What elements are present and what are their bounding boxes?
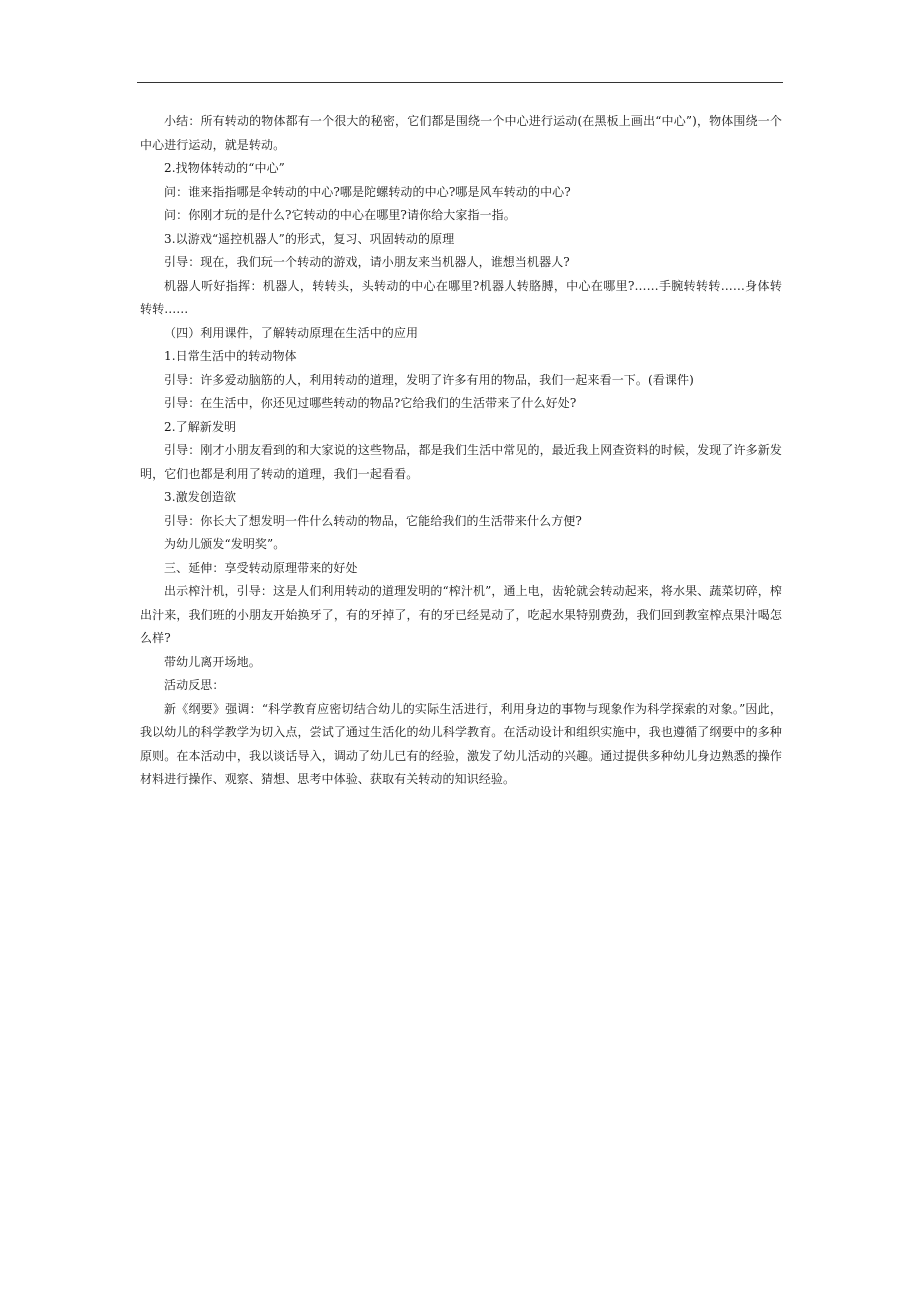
heading-creativity: 3.激发创造欲	[164, 490, 237, 504]
heading-section-four: （四）利用课件，了解转动原理在生活中的应用	[164, 325, 419, 340]
paragraph-leave: 带幼儿离开场地。	[164, 654, 261, 669]
paragraph-juicer: 出示榨汁机，引导：这是人们利用转动的道理发明的“榨汁机”，通上电，齿轮就会转动起来，将水果、蔬菜切碎，榨出汁来，我们班的小朋友开始换牙了，有的牙掉了，有的牙已经晃动了，吃起水果特别费劲，我们回到教室榨点果汁喝怎么样?	[140, 584, 782, 645]
paragraph-guide-invent: 引导：你长大了想发明一件什么转动的物品，它能给我们的生活带来什么方便?	[164, 513, 582, 528]
heading-robot-game: 3.以游戏“遥控机器人”的形式，复习、巩固转动的原理	[164, 231, 455, 246]
heading-extension: 三、延伸：享受转动原理带来的好处	[164, 560, 358, 575]
paragraph-question-2: 问：你刚才玩的是什么?它转动的中心在哪里?请你给大家指一指。	[164, 208, 516, 222]
document-body	[140, 110, 782, 792]
paragraph-award: 为幼儿颁发“发明奖”。	[164, 537, 286, 551]
paragraph-guide-inventions: 引导：刚才小朋友看到的和大家说的这些物品，都是我们生活中常见的，最近我上网查资料的时候，发现了许多新发明，它们也都是利用了转动的道理，我们一起看看。	[140, 443, 782, 481]
paragraph-guide-robot: 引导：现在，我们玩一个转动的游戏，请小朋友来当机器人，谁想当机器人?	[164, 255, 570, 269]
heading-find-center: 2.找物体转动的“中心”	[164, 161, 285, 175]
paragraph-summary: 小结：所有转动的物体都有一个很大的秘密，它们都是围绕一个中心进行运动(在黑板上画出“中心”)，物体围绕一个中心进行运动，就是转动。	[140, 114, 782, 152]
paragraph-guide-life: 引导：在生活中，你还见过哪些转动的物品?它给我们的生活带来了什么好处?	[164, 396, 577, 410]
paragraph-robot-commands: 机器人听好指挥：机器人，转转头，头转动的中心在哪里?机器人转胳膊，中心在哪里?……手腕转转转……身体转转转……	[140, 278, 782, 316]
paragraph-reflection: 新《纲要》强调：“科学教育应密切结合幼儿的实际生活进行，利用身边的事物与现象作为科学探索的对象。”因此，我以幼儿的科学教学为切入点，尝试了通过生活化的幼儿科学教育。在活动设计和组织实施中，我也遵循了纲要中的多种原则。在本活动中，我以谈话导入，调动了幼儿已有的经验，激发了幼儿活动的兴趣。通过提供多种幼儿身边熟悉的操作材料进行操作、观察、猜想、思考中体验、获取有关转动的知识经验。	[140, 701, 782, 786]
header-rule	[137, 82, 783, 83]
heading-reflection: 活动反思：	[164, 678, 225, 692]
paragraph-guide-courseware: 引导：许多爱动脑筋的人，利用转动的道理，发明了许多有用的物品，我们一起来看一下。(看课件)	[164, 372, 694, 387]
heading-new-inventions: 2.了解新发明	[164, 419, 237, 434]
paragraph-question-1: 问：谁来指指哪是伞转动的中心?哪是陀螺转动的中心?哪是风车转动的中心?	[164, 184, 571, 199]
heading-daily-objects: 1.日常生活中的转动物体	[164, 349, 297, 363]
